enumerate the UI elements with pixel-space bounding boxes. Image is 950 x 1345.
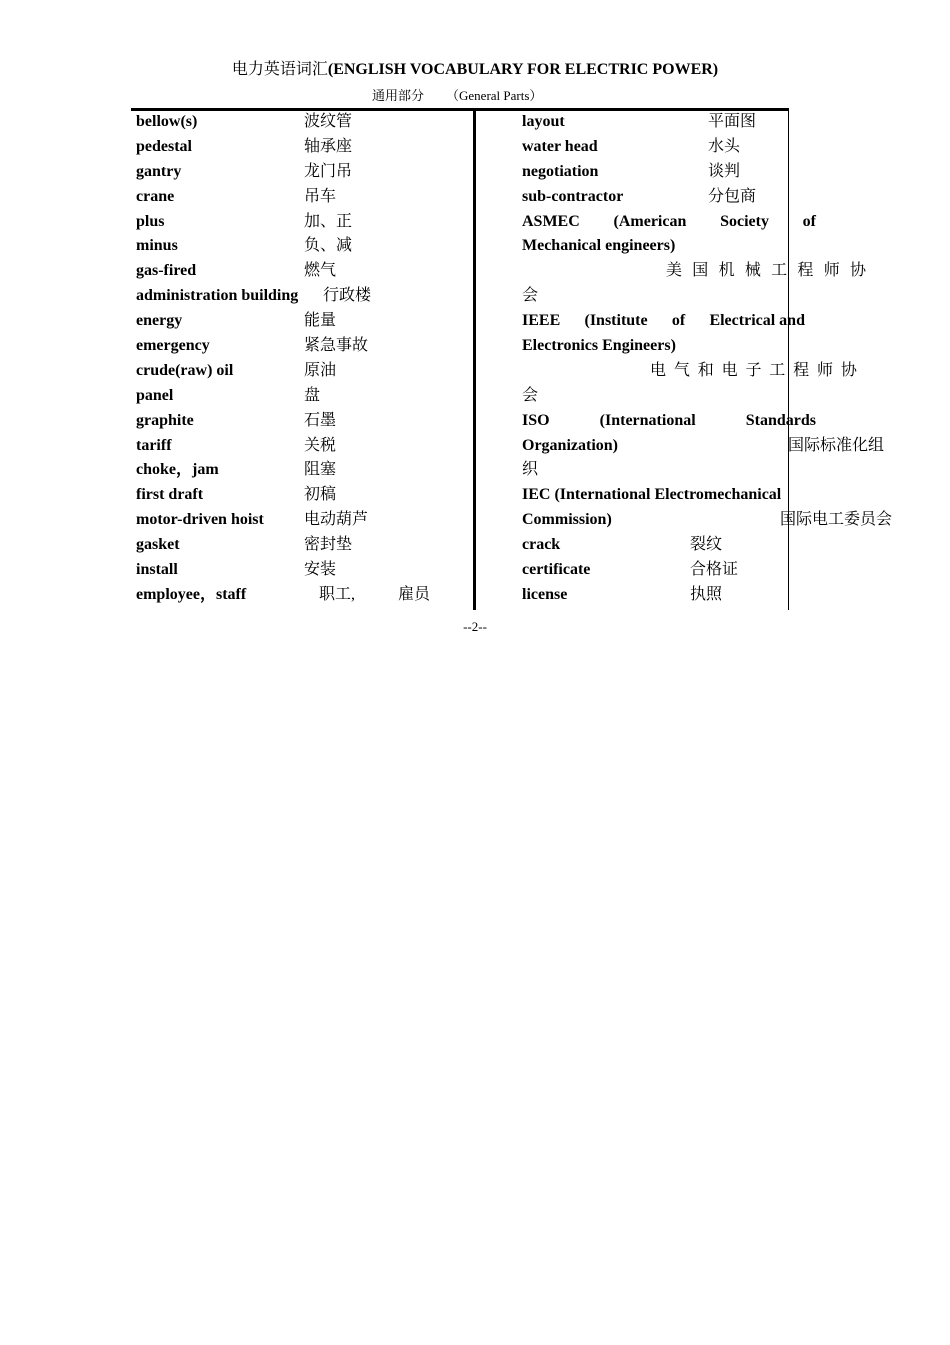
chinese-term: 原油: [304, 361, 337, 379]
char: 程: [793, 361, 810, 379]
char: 美: [666, 262, 683, 280]
char: 协: [840, 361, 857, 379]
english-term: gantry: [136, 162, 182, 180]
term-word: Electrical and: [709, 312, 805, 330]
char: 师: [823, 262, 840, 280]
chinese-term: 会: [522, 287, 539, 305]
chinese-term: 紧急事故: [304, 337, 369, 355]
english-term: IEC (International Electromechanical: [522, 486, 782, 504]
vocab-row: [136, 558, 471, 583]
vocab-row-iso: [522, 409, 912, 434]
chinese-term: 执照: [690, 585, 723, 603]
vocab-row-asmec-zh: [522, 259, 912, 284]
english-term: tariff: [136, 436, 172, 454]
english-term: administration building: [136, 287, 299, 305]
vocab-row: [136, 284, 471, 309]
english-term: plus: [136, 212, 165, 230]
chinese-term: 分包商: [708, 187, 757, 205]
vocab-row: [522, 160, 912, 185]
english-term: license: [522, 585, 568, 603]
vocab-row-asmec-cont: [522, 234, 912, 259]
vocab-row-iec: [522, 483, 912, 508]
char: 械: [744, 262, 761, 280]
vocab-row-ieee-zh-end: [522, 384, 912, 409]
chinese-term: 盘: [304, 386, 321, 404]
english-term: emergency: [136, 337, 210, 355]
chinese-term: 谈判: [708, 162, 741, 180]
english-term: layout: [522, 113, 565, 130]
chinese-term: 国际电工委员会: [780, 511, 893, 529]
vocab-row: [522, 533, 912, 558]
vocab-row: [136, 259, 471, 284]
char: 师: [817, 361, 834, 379]
chinese-term: 龙门吊: [304, 162, 353, 180]
chinese-term: 负、减: [304, 237, 353, 255]
term-word: of: [671, 312, 686, 330]
english-term: minus: [136, 237, 178, 255]
english-term: certificate: [522, 561, 591, 579]
english-term: crack: [522, 536, 561, 554]
chinese-term: 水头: [708, 137, 741, 155]
vocab-row: [136, 508, 471, 533]
char: 电: [721, 361, 738, 379]
char: 国: [692, 262, 709, 280]
term-word: (International: [599, 411, 696, 429]
char: 气: [673, 361, 690, 379]
english-term: choke，jam: [136, 461, 219, 479]
english-term: [522, 309, 805, 333]
vocab-row-ieee-cont: [522, 334, 912, 359]
chinese-term: 合格证: [690, 561, 739, 579]
chinese-term: 职工,: [319, 585, 356, 603]
chinese-term: 裂纹: [690, 536, 723, 554]
vocab-row: [522, 558, 912, 583]
english-term: employee，staff: [136, 585, 247, 603]
term-word: IEEE: [522, 312, 561, 330]
term-word: (American: [613, 212, 687, 230]
english-term: [522, 210, 816, 234]
term-word: ASMEC: [522, 212, 580, 230]
english-term: gas-fired: [136, 262, 197, 280]
page-number: --2--: [463, 619, 487, 634]
section-heading: [372, 88, 542, 104]
vocab-row: [522, 185, 912, 210]
vocab-row-ieee-zh: [522, 359, 912, 384]
vocab-row: [136, 533, 471, 558]
chinese-term: 关税: [304, 436, 337, 454]
vocab-row: [136, 234, 471, 259]
chinese-term: 行政楼: [323, 287, 372, 305]
char: 程: [797, 262, 814, 280]
english-term: gasket: [136, 536, 180, 554]
chinese-term: 雇员: [398, 585, 431, 603]
english-term: crude(raw) oil: [136, 361, 234, 379]
chinese-term: 电动葫芦: [304, 511, 369, 529]
chinese-term: 石墨: [304, 411, 337, 429]
vocab-row: [136, 483, 471, 508]
chinese-term: 燃气: [304, 262, 337, 280]
section-english: （General Parts）: [446, 88, 543, 103]
chinese-term: 吊车: [304, 187, 337, 205]
english-term: Electronics Engineers): [522, 337, 676, 355]
chinese-term: 平面图: [708, 113, 757, 130]
vocab-row: [522, 110, 912, 135]
chinese-term: [650, 359, 857, 383]
english-term: energy: [136, 312, 183, 330]
english-term: negotiation: [522, 162, 599, 180]
vocab-row-iec-cont: [522, 508, 912, 533]
vocab-row: [136, 210, 471, 235]
english-term: Mechanical engineers): [522, 237, 676, 255]
vocab-row: [136, 185, 471, 210]
chinese-term: 加、正: [304, 212, 353, 230]
chinese-term: 密封垫: [304, 536, 353, 554]
english-term: [522, 409, 816, 433]
title-chinese: 电力英语词汇: [231, 61, 328, 78]
vocab-row: [136, 583, 471, 608]
vocab-row: [522, 135, 912, 160]
vocab-row: [136, 458, 471, 483]
chinese-term: 波纹管: [304, 113, 353, 130]
chinese-term: 会: [522, 386, 539, 404]
english-term: bellow(s): [136, 113, 198, 130]
english-term: panel: [136, 386, 174, 404]
right-vocabulary-column: [522, 110, 912, 608]
english-term: graphite: [136, 411, 194, 429]
left-vocabulary-column: [136, 110, 471, 608]
column-divider: [473, 111, 476, 610]
vocab-row-asmec-zh-end: [522, 284, 912, 309]
vocab-row-ieee: [522, 309, 912, 334]
english-term: Commission): [522, 511, 612, 529]
vocab-row: [522, 583, 912, 608]
chinese-term: 国际标准化组: [788, 436, 885, 454]
vocab-row: [136, 409, 471, 434]
vocab-row: [136, 334, 471, 359]
term-word: Society: [720, 212, 769, 230]
vocab-row: [136, 160, 471, 185]
vocab-row: [136, 434, 471, 459]
char: 工: [769, 361, 786, 379]
title-english: (ENGLISH VOCABULARY FOR ELECTRIC POWER): [327, 61, 719, 78]
term-word: of: [802, 212, 816, 230]
vocab-row: [136, 110, 471, 135]
vocab-row-iso-cont: [522, 434, 912, 459]
chinese-term: 织: [522, 461, 539, 479]
chinese-term: [666, 259, 866, 283]
vocab-row-asmec: [522, 210, 912, 235]
char: 电: [650, 361, 667, 379]
english-term: first draft: [136, 486, 204, 504]
chinese-term: 轴承座: [304, 137, 353, 155]
english-term: water head: [522, 137, 598, 155]
document-title: [0, 60, 950, 80]
char: 协: [849, 262, 866, 280]
char: 工: [771, 262, 788, 280]
english-term: crane: [136, 187, 175, 205]
char: 机: [718, 262, 735, 280]
vocab-row-iso-zh-end: [522, 458, 912, 483]
chinese-term: 安装: [304, 561, 337, 579]
term-word: ISO: [522, 411, 550, 429]
term-word: (Institute: [584, 312, 648, 330]
english-term: motor-driven hoist: [136, 511, 264, 529]
english-term: Organization): [522, 436, 618, 454]
chinese-term: 能量: [304, 312, 337, 330]
english-term: install: [136, 561, 178, 579]
vocab-row: [136, 135, 471, 160]
term-word: Standards: [745, 411, 816, 429]
section-chinese: 通用部分: [372, 88, 425, 103]
chinese-term: 初稿: [304, 486, 337, 504]
vocab-row: [136, 384, 471, 409]
vocab-row: [136, 309, 471, 334]
char: 和: [697, 361, 714, 379]
english-term: sub-contractor: [522, 187, 624, 205]
char: 子: [745, 361, 762, 379]
english-term: pedestal: [136, 137, 192, 155]
vocab-row: [136, 359, 471, 384]
chinese-term: 阻塞: [304, 461, 337, 479]
